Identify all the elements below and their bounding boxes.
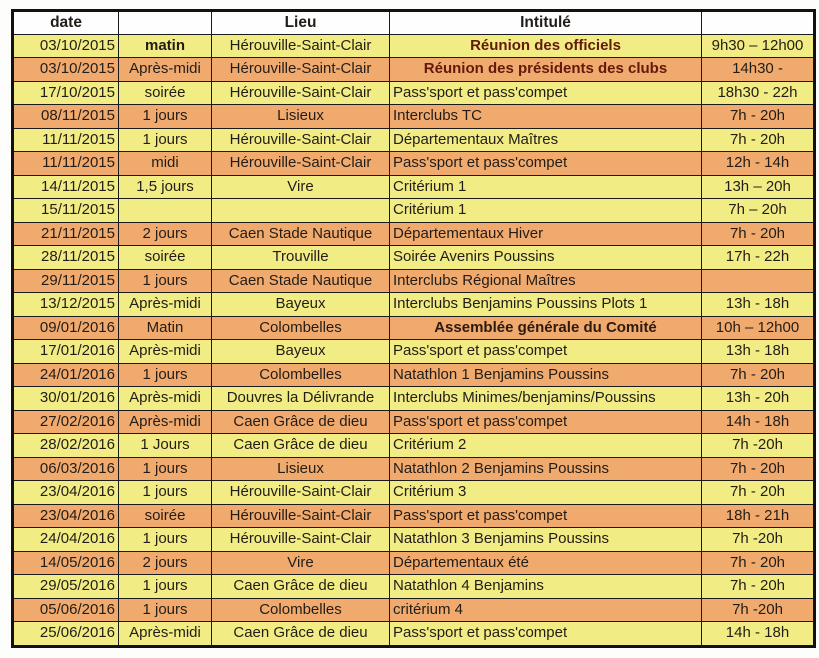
- lieu-cell: Vire: [212, 551, 390, 574]
- title-cell: Critérium 1: [390, 199, 702, 222]
- table-row: [13, 340, 815, 363]
- title-cell: Critérium 3: [390, 481, 702, 504]
- duration-cell: [119, 199, 212, 222]
- lieu-cell: Hérouville-Saint-Clair: [212, 81, 390, 104]
- time-cell: 14h - 18h: [702, 410, 815, 433]
- date-cell: 03/10/2015: [13, 35, 119, 58]
- duration-cell: soirée: [119, 246, 212, 269]
- date-cell: 24/04/2016: [13, 528, 119, 551]
- lieu-cell: Hérouville-Saint-Clair: [212, 528, 390, 551]
- date-cell: 11/11/2015: [13, 152, 119, 175]
- time-cell: 7h - 20h: [702, 222, 815, 245]
- duration-cell: midi: [119, 152, 212, 175]
- time-cell: 7h -20h: [702, 598, 815, 621]
- table-row: [13, 481, 815, 504]
- time-cell: 9h30 – 12h00: [702, 35, 815, 58]
- lieu-cell: Hérouville-Saint-Clair: [212, 504, 390, 527]
- table-row: [13, 363, 815, 386]
- time-cell: 7h - 20h: [702, 128, 815, 151]
- time-cell: 7h - 20h: [702, 481, 815, 504]
- date-cell: 28/11/2015: [13, 246, 119, 269]
- calendar-body: [13, 35, 815, 647]
- table-row: [13, 598, 815, 621]
- date-cell: 11/11/2015: [13, 128, 119, 151]
- lieu-cell: Hérouville-Saint-Clair: [212, 481, 390, 504]
- duration-cell: Après-midi: [119, 387, 212, 410]
- date-cell: 25/06/2016: [13, 622, 119, 647]
- column-header-title: Intitulé: [390, 11, 702, 35]
- date-cell: 13/12/2015: [13, 293, 119, 316]
- title-cell: Pass'sport et pass'compet: [390, 152, 702, 175]
- time-cell: 14h - 18h: [702, 622, 815, 647]
- duration-cell: soirée: [119, 504, 212, 527]
- lieu-cell: Caen Stade Nautique: [212, 222, 390, 245]
- lieu-cell: Lisieux: [212, 105, 390, 128]
- table-row: [13, 35, 815, 58]
- column-header-lieu: Lieu: [212, 11, 390, 35]
- title-cell: Interclubs Minimes/benjamins/Poussins: [390, 387, 702, 410]
- table-row: [13, 551, 815, 574]
- lieu-cell: Hérouville-Saint-Clair: [212, 128, 390, 151]
- title-cell: Interclubs Régional Maîtres: [390, 269, 702, 292]
- duration-cell: 1 jours: [119, 128, 212, 151]
- time-cell: 7h - 20h: [702, 575, 815, 598]
- duration-cell: 1 jours: [119, 528, 212, 551]
- title-cell: Critérium 2: [390, 434, 702, 457]
- date-cell: 29/05/2016: [13, 575, 119, 598]
- lieu-cell: Caen Grâce de dieu: [212, 410, 390, 433]
- table-row: [13, 246, 815, 269]
- time-cell: 7h - 20h: [702, 105, 815, 128]
- lieu-cell: Bayeux: [212, 293, 390, 316]
- lieu-cell: Caen Grâce de dieu: [212, 622, 390, 647]
- title-cell: Natathlon 2 Benjamins Poussins: [390, 457, 702, 480]
- column-header-time: [702, 11, 815, 35]
- lieu-cell: Trouville: [212, 246, 390, 269]
- date-cell: 30/01/2016: [13, 387, 119, 410]
- lieu-cell: Hérouville-Saint-Clair: [212, 35, 390, 58]
- title-cell: Pass'sport et pass'compet: [390, 340, 702, 363]
- lieu-cell: Colombelles: [212, 363, 390, 386]
- title-cell: Départementaux Hiver: [390, 222, 702, 245]
- duration-cell: 1 Jours: [119, 434, 212, 457]
- lieu-cell: Douvres la Délivrande: [212, 387, 390, 410]
- title-cell: Réunion des officiels: [390, 35, 702, 58]
- duration-cell: matin: [119, 35, 212, 58]
- lieu-cell: Hérouville-Saint-Clair: [212, 58, 390, 81]
- duration-cell: 1,5 jours: [119, 175, 212, 198]
- lieu-cell: Colombelles: [212, 316, 390, 339]
- title-cell: Natathlon 3 Benjamins Poussins: [390, 528, 702, 551]
- title-cell: Pass'sport et pass'compet: [390, 622, 702, 647]
- table-row: [13, 410, 815, 433]
- title-cell: Critérium 1: [390, 175, 702, 198]
- lieu-cell: Lisieux: [212, 457, 390, 480]
- table-row: [13, 222, 815, 245]
- time-cell: 7h - 20h: [702, 363, 815, 386]
- table-row: [13, 128, 815, 151]
- duration-cell: 1 jours: [119, 363, 212, 386]
- title-cell: Interclubs Benjamins Poussins Plots 1: [390, 293, 702, 316]
- title-cell: critérium 4: [390, 598, 702, 621]
- title-cell: Départementaux été: [390, 551, 702, 574]
- duration-cell: 1 jours: [119, 575, 212, 598]
- table-row: [13, 622, 815, 647]
- table-row: [13, 199, 815, 222]
- date-cell: 05/06/2016: [13, 598, 119, 621]
- date-cell: 15/11/2015: [13, 199, 119, 222]
- duration-cell: 2 jours: [119, 222, 212, 245]
- lieu-cell: [212, 199, 390, 222]
- time-cell: 12h - 14h: [702, 152, 815, 175]
- table-row: [13, 504, 815, 527]
- table-row: [13, 105, 815, 128]
- date-cell: 17/10/2015: [13, 81, 119, 104]
- date-cell: 23/04/2016: [13, 504, 119, 527]
- time-cell: 7h – 20h: [702, 199, 815, 222]
- lieu-cell: Hérouville-Saint-Clair: [212, 152, 390, 175]
- duration-cell: Après-midi: [119, 58, 212, 81]
- date-cell: 08/11/2015: [13, 105, 119, 128]
- date-cell: 17/01/2016: [13, 340, 119, 363]
- table-row: [13, 316, 815, 339]
- time-cell: 7h - 20h: [702, 457, 815, 480]
- title-cell: Assemblée générale du Comité: [390, 316, 702, 339]
- title-cell: Soirée Avenirs Poussins: [390, 246, 702, 269]
- date-cell: 21/11/2015: [13, 222, 119, 245]
- title-cell: Pass'sport et pass'compet: [390, 81, 702, 104]
- table-row: [13, 387, 815, 410]
- date-cell: 24/01/2016: [13, 363, 119, 386]
- events-calendar-table: [11, 9, 816, 648]
- lieu-cell: Colombelles: [212, 598, 390, 621]
- title-cell: Natathlon 1 Benjamins Poussins: [390, 363, 702, 386]
- time-cell: 17h - 22h: [702, 246, 815, 269]
- duration-cell: Matin: [119, 316, 212, 339]
- time-cell: 13h - 18h: [702, 340, 815, 363]
- duration-cell: 1 jours: [119, 598, 212, 621]
- date-cell: 14/05/2016: [13, 551, 119, 574]
- title-cell: Pass'sport et pass'compet: [390, 410, 702, 433]
- duration-cell: soirée: [119, 81, 212, 104]
- table-row: [13, 175, 815, 198]
- date-cell: 27/02/2016: [13, 410, 119, 433]
- title-cell: Départementaux Maîtres: [390, 128, 702, 151]
- time-cell: 13h - 20h: [702, 387, 815, 410]
- header-row: [13, 11, 815, 35]
- date-cell: 23/04/2016: [13, 481, 119, 504]
- time-cell: [702, 269, 815, 292]
- lieu-cell: Caen Grâce de dieu: [212, 434, 390, 457]
- time-cell: 14h30 -: [702, 58, 815, 81]
- date-cell: 03/10/2015: [13, 58, 119, 81]
- lieu-cell: Caen Grâce de dieu: [212, 575, 390, 598]
- duration-cell: 1 jours: [119, 105, 212, 128]
- duration-cell: Après-midi: [119, 293, 212, 316]
- table-row: [13, 293, 815, 316]
- time-cell: 13h - 18h: [702, 293, 815, 316]
- lieu-cell: Vire: [212, 175, 390, 198]
- title-cell: Pass'sport et pass'compet: [390, 504, 702, 527]
- table-row: [13, 575, 815, 598]
- column-header-dur: [119, 11, 212, 35]
- date-cell: 06/03/2016: [13, 457, 119, 480]
- title-cell: Interclubs TC: [390, 105, 702, 128]
- time-cell: 7h -20h: [702, 434, 815, 457]
- time-cell: 13h – 20h: [702, 175, 815, 198]
- table-row: [13, 434, 815, 457]
- time-cell: 7h -20h: [702, 528, 815, 551]
- table-row: [13, 457, 815, 480]
- date-cell: 09/01/2016: [13, 316, 119, 339]
- duration-cell: 2 jours: [119, 551, 212, 574]
- title-cell: Natathlon 4 Benjamins: [390, 575, 702, 598]
- duration-cell: 1 jours: [119, 481, 212, 504]
- date-cell: 28/02/2016: [13, 434, 119, 457]
- column-header-date: date: [13, 11, 119, 35]
- lieu-cell: Bayeux: [212, 340, 390, 363]
- date-cell: 14/11/2015: [13, 175, 119, 198]
- table-row: [13, 81, 815, 104]
- duration-cell: 1 jours: [119, 269, 212, 292]
- duration-cell: Après-midi: [119, 340, 212, 363]
- time-cell: 18h30 - 22h: [702, 81, 815, 104]
- table-row: [13, 528, 815, 551]
- table-row: [13, 269, 815, 292]
- time-cell: 18h - 21h: [702, 504, 815, 527]
- date-cell: 29/11/2015: [13, 269, 119, 292]
- duration-cell: Après-midi: [119, 410, 212, 433]
- table-row: [13, 152, 815, 175]
- time-cell: 7h - 20h: [702, 551, 815, 574]
- duration-cell: Après-midi: [119, 622, 212, 647]
- table-row: [13, 58, 815, 81]
- time-cell: 10h – 12h00: [702, 316, 815, 339]
- lieu-cell: Caen Stade Nautique: [212, 269, 390, 292]
- title-cell: Réunion des présidents des clubs: [390, 58, 702, 81]
- duration-cell: 1 jours: [119, 457, 212, 480]
